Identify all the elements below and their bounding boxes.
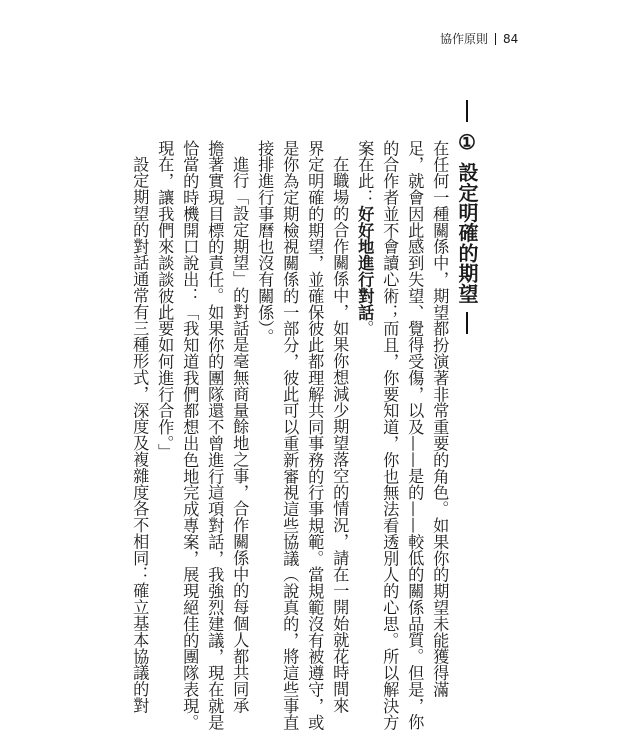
header-divider	[495, 33, 496, 45]
text-column-5: 在職場的合作關係中，如果你想減少期望落空的情況，請在一開始就花時間來	[330, 156, 350, 714]
text-column-13: 設定期望的對話通常有三種形式，深度及複雜度各不相同：確立基本協議的對	[130, 156, 150, 714]
text-column-1: 在任何一種關係中，期望都扮演著非常重要的角色。如果你的期望未能獲得滿	[430, 140, 450, 698]
section-title-text: 設定明確的期望	[455, 162, 479, 304]
title-rule-top	[466, 100, 468, 122]
text-column-11: 恰當的時機開口說出：「我知道我們都想出色地完成專案，展現絕佳的團隊表現。	[180, 140, 200, 730]
text-column-8: 接排進行事曆也沒有關係）。	[255, 140, 275, 346]
page-number: 84	[503, 31, 519, 46]
text-column-4-bold: 好好地進行對話	[355, 205, 375, 321]
text-column-4-suffix: 。	[355, 320, 375, 337]
section-number-marker: ①	[455, 130, 479, 155]
section-title	[457, 100, 477, 334]
title-rule-bottom	[466, 312, 468, 334]
text-column-2: 足，就會因此感到失望、覺得受傷，以及——是的——較低的關係品質。但是，你	[405, 140, 425, 730]
text-column-12: 現在，讓我們來談談彼此要如何進行合作。」	[155, 140, 175, 460]
text-column-3: 的合作者並不會讀心術；而且，你要知道，你也無法看透別人的心思。所以解決方	[380, 140, 400, 730]
text-column-4-prefix: 案在此：	[355, 140, 375, 206]
header-section-name: 協作原則	[440, 32, 489, 46]
text-column-10: 擔著實現目標的責任。如果你的團隊還不曾進行這項對話，我強烈建議，現在就是	[205, 140, 225, 730]
text-column-4	[355, 140, 375, 337]
text-column-6: 界定明確的期望，並確保彼此都理解共同事務的行事規範。當規範沒有被遵守，或	[305, 140, 325, 730]
text-column-9: 進行「設定期望」的對話是毫無商量餘地之事，合作關係中的每個人都共同承	[230, 156, 250, 714]
text-column-7: 是你為定期檢視關係的一部分，彼此可以重新審視這些協議（說真的，將這些事直	[280, 140, 300, 730]
running-header	[440, 30, 518, 47]
